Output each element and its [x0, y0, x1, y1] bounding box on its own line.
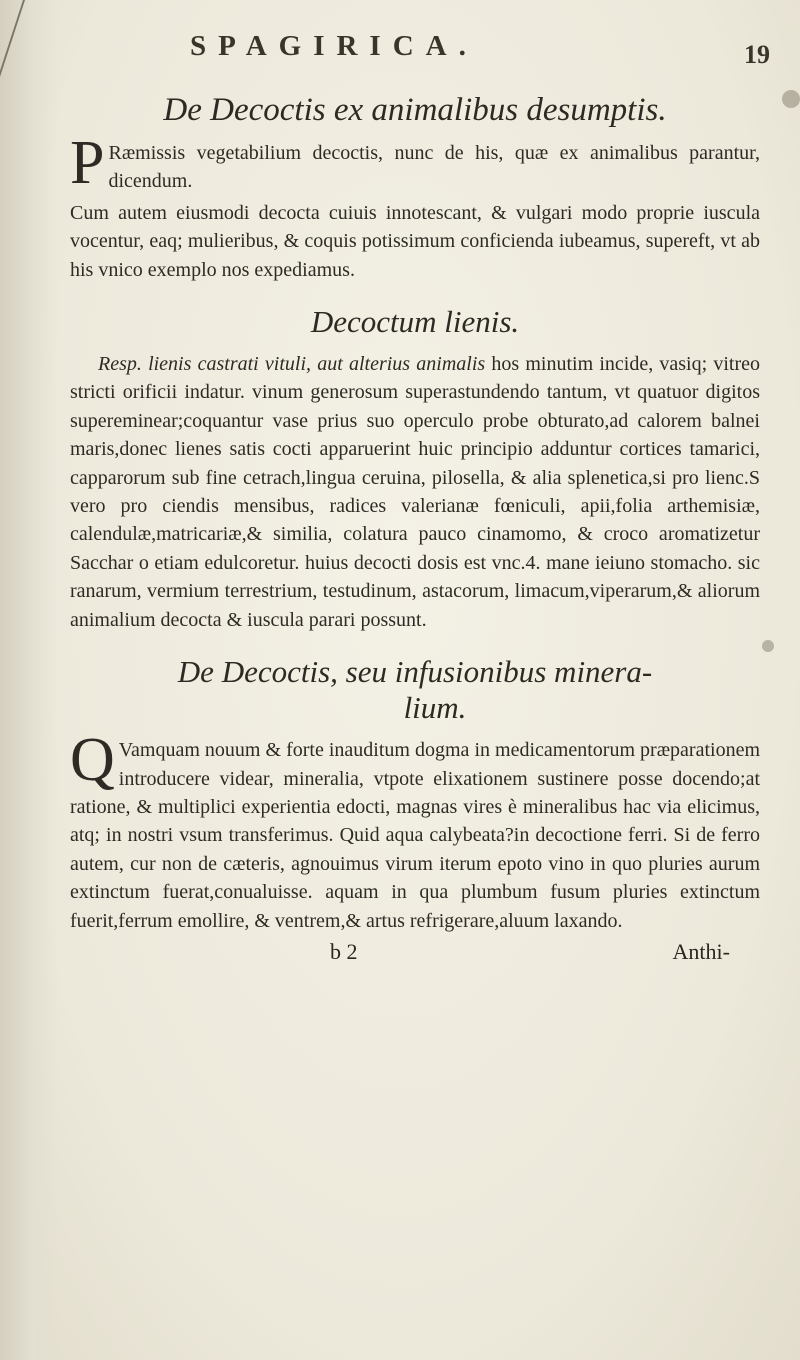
recipe-paragraph	[70, 350, 760, 634]
page-number: 19	[744, 40, 770, 69]
page-footer	[70, 939, 760, 965]
section-title-2	[70, 654, 760, 726]
ink-stain	[782, 90, 800, 108]
subsection-title-text: Decoctum lienis.	[310, 304, 520, 340]
catchword: Anthi-	[672, 938, 730, 964]
mineral-paragraph: QVamquam nouum & forte inauditum dogma in medicamentorum præparationem introducere videar, mineralia, vtpote elixationem sustinere posse docendo;at ratione, & multiplici experientia edocti, magnas vires è mineralibus hac via elicimus, atq; in nostri vsum transferimus. Quid aqua calybeata?in decoctione ferri. Si de ferro autem, cur non de cæteris, agnouimus virum iterum epoto vino in quo pluries aurum extinctum fuerat,conualuisse. aquam in qua plumbum fusum pluries extinctum fuerit,ferrum emollire, & ventrem,& artus refrigerare,aluum laxando.	[70, 726, 760, 932]
intro-paragraph: PRæmissis vegetabilium decoctis, nunc de his, quæ ex animalibus parantur, dicendum.	[70, 129, 760, 197]
recipe-text: hos minutim incide, vasiq; vitreo stricti orificii indatur. vinum generosum superastundendo tantum, vt quatuor digitos supereminear;coquantur vase prius suo operculo probe obturato,ad calorem balnei maris,donec lienes satis cocti apparuerint huic principio adduntur cortices tamarici, capparorum sub fine cetrach,lingua ceruina, pilosella, & alia splenetica,si pro lienc.S vero pro ciendis mensibus, radices valerianæ fœniculi, apii,folia arthemisiæ, calendulæ,matricariæ,& similia, colatura pauco cinamomo, & croco aromatizetur Sacchar o etiam edulcoretur. huius decocti dosis est vnc.4. mane ieiuno stomacho. sic ranarum, vermium terrestrium, testudinum, astacorum, limacum,viperarum,& aliorum animalium decocta & iuscula parari possunt.	[70, 353, 761, 631]
subsection-title	[70, 304, 760, 340]
section-title: De Decoctis ex animalibus desumptis.	[163, 92, 667, 128]
text-block	[70, 92, 760, 965]
recipe-start: Resp. lienis castrati vituli, aut alterius animalis	[98, 353, 486, 376]
binding-gutter	[0, 0, 58, 1360]
signature-mark: b 2	[330, 938, 358, 964]
section-title-2-line2: lium.	[403, 690, 467, 726]
ink-stain	[762, 640, 774, 652]
running-head: SPAGIRICA.	[190, 30, 478, 62]
section-title-2-line1: De Decoctis, seu infusionibus minera-	[177, 654, 653, 690]
paragraph: Cum autem eiusmodi decocta cuiuis innotescant, & vulgari modo proprie iuscula vocentur, eaq; mulieribus, & coquis potissimum conficienda iubeamus, supereft, vt ab his vnico exemplo nos expediamus.	[70, 201, 760, 281]
